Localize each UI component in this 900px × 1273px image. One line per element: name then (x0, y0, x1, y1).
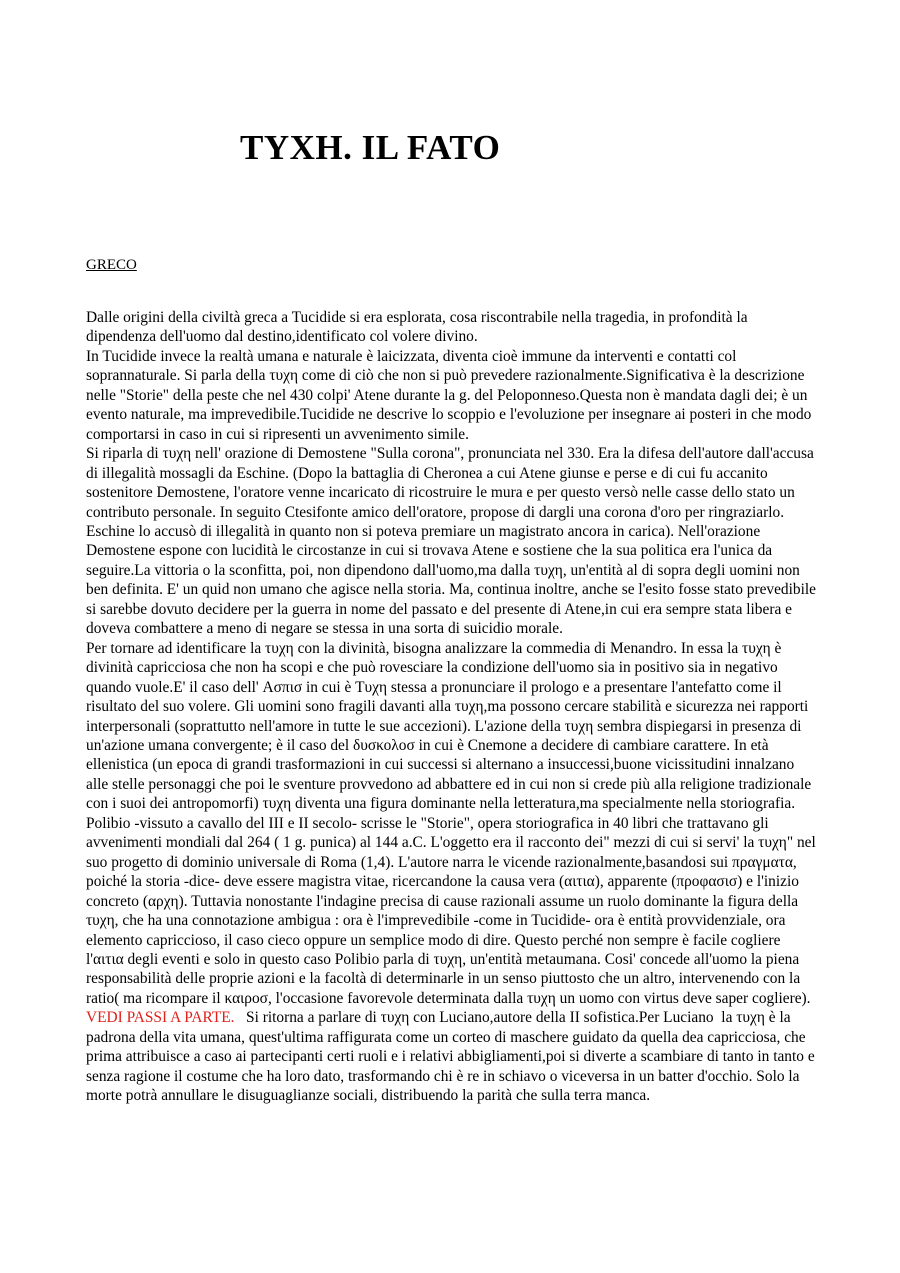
body-paragraph: Si riparla di τυχη nell' orazione di Demostene "Sulla corona", pronunciata nel 330. Era la difesa dell'autore dall'accusa di illegalità mossagli da Eschine. (Dopo la battaglia di Cheronea a cui Atene giunse e perse e di cui fu accanito sostenitore Demostene, l'oratore venne incaricato di ricostruire le mura e per questo versò nelle casse dello stato un contributo personale. In seguito Ctesifonte amico dell'oratore, propose di dargli una corona d'oro per ringraziarlo. Eschine lo accusò di illegalità in quanto non si poteva premiare un magistrato ancora in carica). Nell'orazione Demostene espone con lucidità le circostanze in cui si trovava Atene e sostiene che la sua politica era l'unica da seguire.La vittoria o la sconfitta, poi, non dipendono dall'uomo,ma dalla τυχη, un'entità al di sopra degli uomini non ben definita. E' un quid non umano che agisce nella storia. Ma, continua inoltre, anche se l'esito fosse stato prevedibile si sarebbe dovuto decidere per la guerra in nome del passato e del presente di Atene,in cui era sempre stata libera e doveva combattere a meno di negare se stessa in una sorta di suicidio morale. (86, 445, 816, 638)
document-body (86, 308, 819, 1106)
section-heading: GRECO (86, 257, 137, 273)
closing-text: Si ritorna a parlare di τυχη con Luciano,autore della II sofistica.Per Luciano la τυχη è la padrona della vita umana, quest'ultima raffigurata come un corteo di maschere guidato da quella dea capricciosa, che prima attribuisce a caso ai partecipanti certi ruoli e i relativi abbigliamenti,poi si diverte a scambiare di tanto in tanto e senza ragione il costume che ha loro dato, trasformando chi è re in schiavo o viceversa in un batter d'occhio. Solo la morte potrà annullare le disuguaglianze sociali, distribuendo la parità che sulla terra manca. (86, 1009, 819, 1105)
document-title: TYXH. IL FATO (240, 128, 501, 167)
body-paragraph: In Tucidide invece la realtà umana e naturale è laicizzata, diventa cioè immune da interventi e contatti col soprannaturale. Si parla della τυχη come di ciò che non si può prevedere razionalmente.Significativa è la descrizione nelle "Storie" della peste che nel 430 colpi' Atene durante la g. del Peloponneso.Questa non è mandata dagli dei; è un evento naturale, ma imprevedibile.Tucidide ne descrive lo scoppio e l'evoluzione per insegnare ai posteri in che modo comportarsi in caso in cui si ripresenti un avvenimento simile. (86, 347, 812, 443)
body-paragraph-text: Per tornare ad identificare la τυχη con la divinità, bisogna analizzare la commedia di Menandro. In essa la τυχη è divinità capricciosa che non ha scopi e che può rovesciare la condizione dell'uomo sia in positivo sia in negativo quando vuole.E' il caso dell' Ασπισ in cui è Τυχη stessa a pronunciare il prologo e a presentare l'antefatto come il risultato del suo volere. Gli uomini sono fragili davanti alla τυχη,ma possono cercare stabilità e sicurezza nei rapporti interpersonali (soprattutto nell'amore in tutte le sue accezioni). L'azione della τυχη sembra dispiegarsi in presenza di un'azione umana convergente; è il caso del δυσκολοσ in cui è Cnemone a decidere di cambiare carattere. In età ellenistica (un epoca di grandi trasformazioni in cui successi si alternano a insuccessi,buone vicissitudini innalzano alle stelle personaggi che poi le sventure provvedono ad abbattere ed in cui non si crede più alla religione tradizionale con i suoi dei antropomorfi) τυχη diventa una figura dominante nella letteratura,ma specialmente nella storiografia. Polibio -vissuto a cavallo del III e II secolo- scrisse le "Storie", opera storiografica in 40 libri che trattavano gli avvenimenti mondiali dal 264 ( 1 g. punica) al 144 a.C. L'oggetto era il racconto dei" mezzi di cui si servi' la τυχη" nel suo progetto di dominio universale di Roma (1,4). L'autore narra le vicende razionalmente,basandosi sui πραγματα, poiché la storia -dice- deve essere magistra vitae, ricercandone la causa vera (αιτια), apparente (προφασισ) e l'inizio concreto (αρχη). Tuttavia nonostante l'indagine precisa di cause razionali assume un ruolo dominante la figura della τυχη, che ha una connotazione ambigua : ora è l'imprevedibile -come in Tucidide- ora è entità provvidenziale, ora elemento capriccioso, il caso cieco oppure un semplice modo di dire. Questo perché non sempre è facile cogliere l'αιτια degli eventi e solo in questo caso Polibio parla di τυχη, un'entità metaumana. Cosi' concede all'uomo la piena responsabilità delle proprie azioni e la facoltà di determinarle in un senso piuttosto che un altro, intervenendo con la ratio( ma ricompare il καιροσ, l'occasione favorevole determinata dalla τυχη un uomo con virtus deve saper cogliere). (86, 639, 816, 1007)
highlight-note: VEDI PASSI A PARTE. (86, 1009, 235, 1027)
body-paragraph: Dalle origini della civiltà greca a Tucidide si era esplorata, cosa riscontrabile nella tragedia, in profondità la dipendenza dell'uomo dal destino,identificato col volere divino. (86, 309, 748, 346)
body-paragraph (86, 639, 819, 1106)
